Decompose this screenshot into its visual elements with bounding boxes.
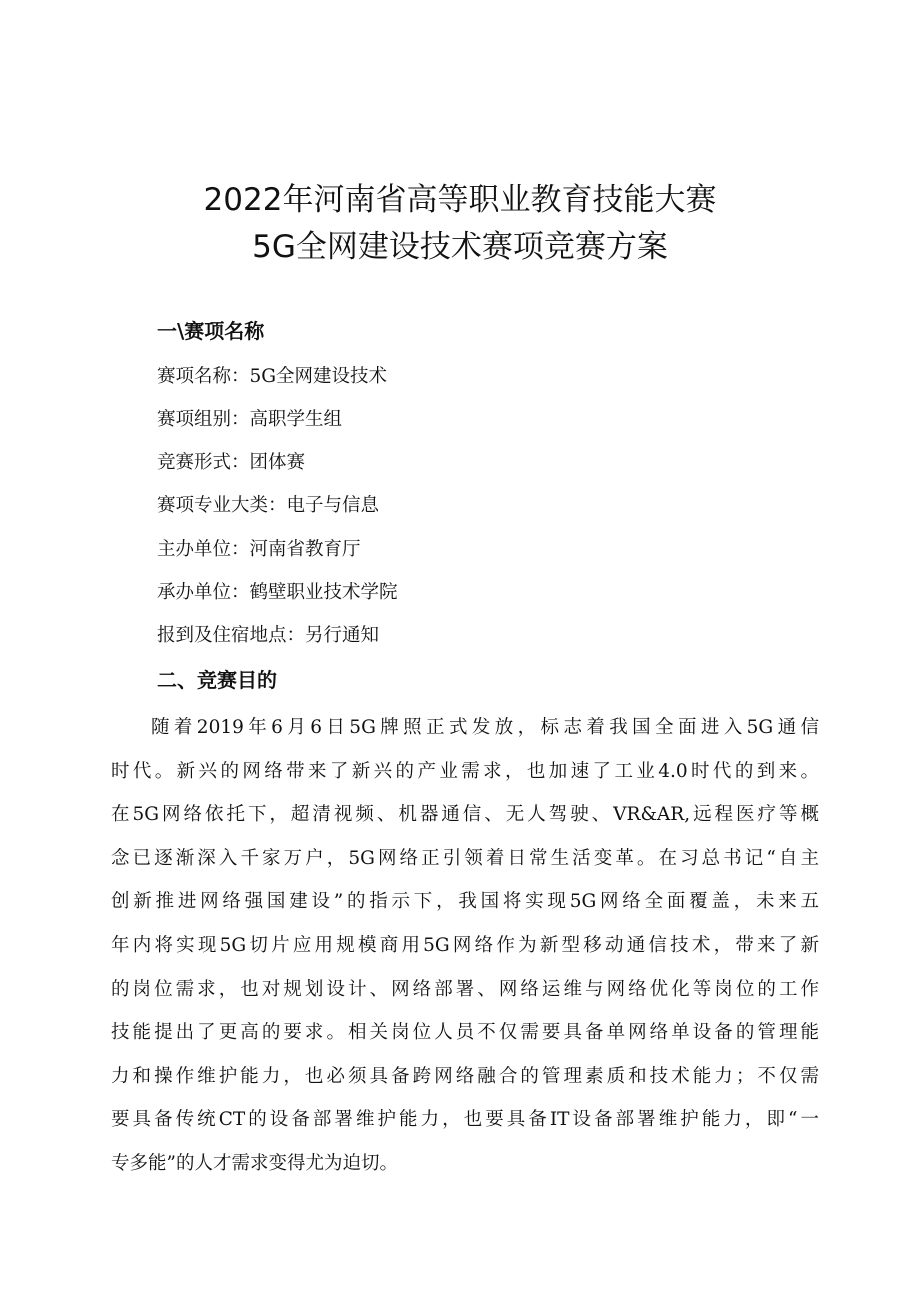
info-registration-location: 报到及住宿地点：另行通知 bbox=[157, 625, 380, 646]
purpose-paragraph bbox=[111, 706, 819, 1186]
info-event-group: 赛项组别：高职学生组 bbox=[157, 409, 343, 430]
paragraph-line: 要具备传统CT的设备部署维护能力，也要具备IT设备部署维护能力，即“一 bbox=[111, 1109, 819, 1131]
section-heading-competition-purpose: 二、竞赛目的 bbox=[157, 668, 277, 692]
paragraph-line: 技能提出了更高的要求。相关岗位人员不仅需要具备单网络单设备的管理能 bbox=[111, 1022, 819, 1044]
info-organizer: 主办单位：河南省教育厅 bbox=[157, 539, 361, 560]
info-professional-category: 赛项专业大类：电子与信息 bbox=[157, 495, 380, 516]
paragraph-line: 的岗位需求，也对规划设计、网络部署、网络运维与网络优化等岗位的工作 bbox=[111, 978, 819, 1000]
paragraph-line: 专多能”的人才需求变得尤为迫切。 bbox=[111, 1152, 398, 1174]
paragraph-line: 创新推进网络强国建设”的指示下，我国将实现5G网络全面覆盖，未来五 bbox=[111, 891, 819, 913]
paragraph-line: 随着2019年6月6日5G牌照正式发放，标志着我国全面进入5G通信 bbox=[151, 717, 819, 738]
paragraph-line: 念已逐渐深入千家万户，5G网络正引领着日常生活变革。在习总书记“自主 bbox=[111, 847, 819, 869]
document-title-line2: 5G全网建设技术赛项竞赛方案 bbox=[252, 229, 668, 265]
document-title-line1: 2022年河南省高等职业教育技能大赛 bbox=[203, 182, 717, 218]
paragraph-line: 时代。新兴的网络带来了新兴的产业需求，也加速了工业4.0时代的到来。 bbox=[111, 760, 819, 782]
paragraph-line: 力和操作维护能力，也必须具备跨网络融合的管理素质和技术能力；不仅需 bbox=[111, 1065, 819, 1087]
info-event-name: 赛项名称：5G全网建设技术 bbox=[157, 366, 388, 387]
info-competition-format: 竞赛形式：团体赛 bbox=[157, 452, 306, 473]
paragraph-line: 在5G网络依托下，超清视频、机器通信、无人驾驶、VR&AR,远程医疗等概 bbox=[111, 804, 819, 826]
section-heading-event-name: 一\赛项名称 bbox=[157, 319, 265, 343]
info-host-unit: 承办单位：鹤壁职业技术学院 bbox=[157, 582, 398, 603]
paragraph-line: 年内将实现5G切片应用规模商用5G网络作为新型移动通信技术，带来了新 bbox=[111, 934, 819, 956]
